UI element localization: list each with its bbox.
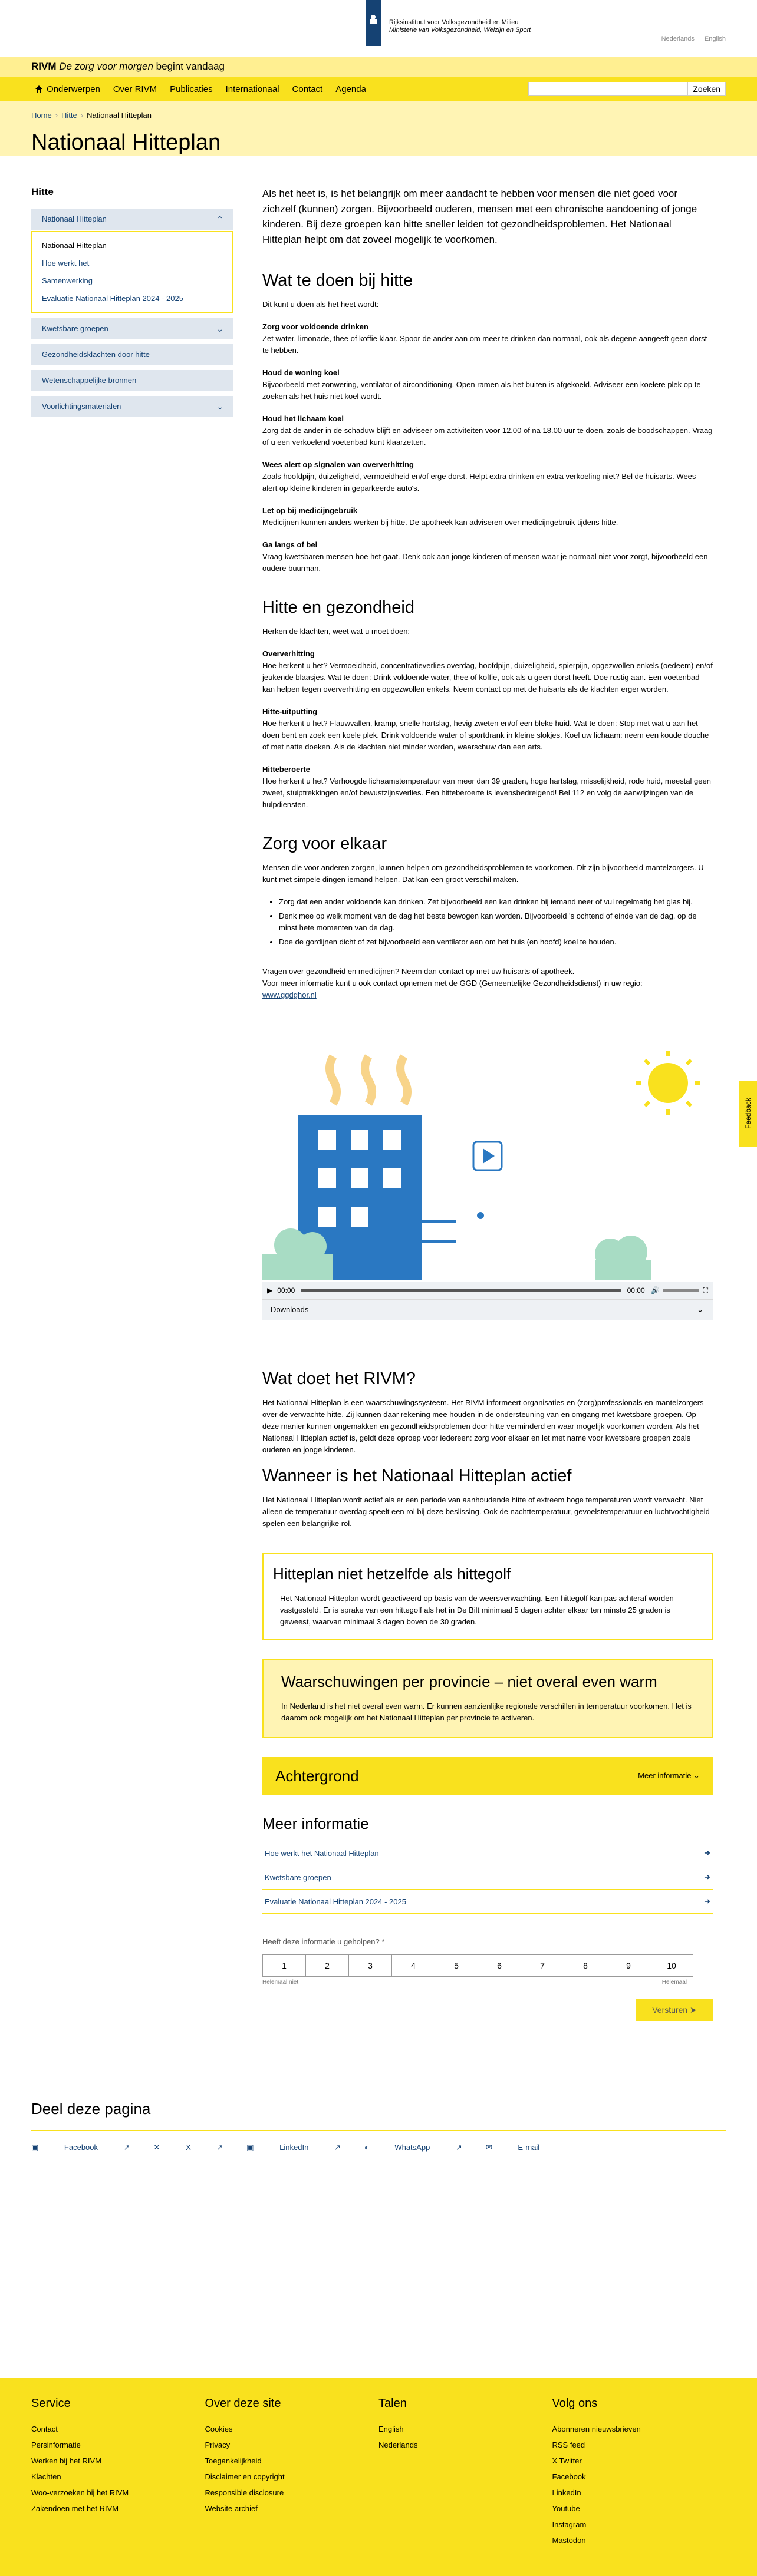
accordion-title: Achtergrond	[275, 1766, 359, 1785]
coat-of-arms-icon	[368, 13, 378, 26]
advice-heading: Ga langs of bel	[262, 540, 318, 549]
chevron-down-icon: ⌄	[693, 1771, 700, 1780]
lang-nl[interactable]: Nederlands	[661, 35, 695, 42]
advice-text: Zorg dat de ander in de schaduw blijft en adviseer om activiteiten voor 12.00 of na 18.00 uur te doen, zoals de boodschappen. Vraag of u een verkoelend voetenbad kunt klaarzetten.	[262, 426, 713, 447]
related-link[interactable]: Kwetsbare groepen ➜	[262, 1865, 713, 1890]
nav-contact[interactable]: Contact	[292, 84, 323, 94]
advice-heading: Wees alert op signalen van oververhitting	[262, 460, 414, 469]
volume-slider[interactable]	[663, 1289, 699, 1292]
section-intro: Herken de klachten, weet wat u moet doen:	[262, 627, 410, 636]
section-intro: Dit kunt u doen als het heet wordt:	[262, 300, 379, 309]
footer-link[interactable]: Responsible disclosure	[205, 2488, 284, 2497]
video-time-total: 00:00	[627, 1286, 645, 1294]
search-input[interactable]	[528, 82, 687, 96]
rating-scale	[262, 1954, 713, 1977]
rating-option[interactable]: 4	[391, 1954, 435, 1977]
rating-option[interactable]: 5	[435, 1954, 478, 1977]
sidebar-item-label: Voorlichtingsmaterialen	[42, 402, 121, 411]
rating-option[interactable]: 6	[478, 1954, 521, 1977]
share-title: Deel deze pagina	[31, 2100, 151, 2118]
sidebar	[31, 186, 233, 2034]
footer-heading: Over deze site	[205, 2397, 281, 2410]
section-text: Het Nationaal Hitteplan wordt actief als er een periode van aanhoudende hitte of extreem hoge temperaturen wordt verwacht. Niet alleen de temperatuur overdag speelt een rol bij deze beslissing. Ook de nachttemperatuur, gevoelstemperatuur en luchtvochtigheid spelen een belangrijke rol.	[262, 1495, 710, 1528]
footer-heading: Volg ons	[552, 2397, 598, 2410]
linkedin-icon: ▣	[246, 2143, 254, 2152]
footer	[0, 2378, 757, 2576]
footer-link[interactable]: RSS feed	[552, 2440, 585, 2449]
footer-link[interactable]: Disclaimer en copyright	[205, 2472, 285, 2481]
related-link[interactable]: Evaluatie Nationaal Hitteplan 2024 - 2025 ➜	[262, 1890, 713, 1914]
share-email[interactable]: ✉ E-mail	[485, 2143, 540, 2152]
video-progress-bar[interactable]	[301, 1289, 621, 1292]
list-item: • Doe de gordijnen dicht of zet bijvoorbeeld een ventilator aan om het huis (en hoofd) koel te houden.	[279, 936, 713, 948]
rating-option[interactable]: 3	[348, 1954, 392, 1977]
section-title-wat-te-doen: Wat te doen bij hitte	[262, 271, 413, 290]
footer-link[interactable]: Youtube	[552, 2504, 580, 2513]
video-illustration	[262, 1033, 713, 1280]
video-player[interactable]	[262, 1033, 713, 1299]
title-band	[0, 101, 757, 156]
footer-link[interactable]: Instagram	[552, 2520, 587, 2529]
care-tips-list	[262, 896, 713, 948]
share-whatsapp[interactable]: ◐ WhatsApp ↗	[364, 2143, 462, 2152]
symptom-heading: Hitteberoerte	[262, 765, 310, 774]
footer-link[interactable]: Abonneren nieuwsbrieven	[552, 2425, 641, 2433]
footer-link[interactable]: Klachten	[31, 2472, 61, 2481]
sidebar-item-label: Nationaal Hitteplan	[42, 214, 107, 223]
sidebar-sub-evaluatie[interactable]: Evaluatie Nationaal Hitteplan 2024 - 2025	[42, 294, 183, 303]
ggd-text: Voor meer informatie kunt u ook contact opnemen met de GGD (Gemeentelijke Gezondheidsdienst) in uw regio:	[262, 979, 643, 988]
accordion-achtergrond[interactable]	[262, 1757, 713, 1795]
rating-question: Heeft deze informatie u geholpen?	[262, 1937, 380, 1946]
slogan: De zorg voor morgen	[59, 61, 153, 72]
related-link[interactable]: Hoe werkt het Nationaal Hitteplan ➜	[262, 1841, 713, 1865]
rating-form: Heeft deze informatie u geholpen? * 1 2 3 4 5 6 7 8 9 10 Helemaal niet Helemaal Versturen ➤	[262, 1937, 713, 2034]
footer-link[interactable]: Website archief	[205, 2504, 258, 2513]
advice-list	[262, 321, 713, 574]
advice-heading: Houd het lichaam koel	[262, 414, 344, 423]
brand-name: RIVM	[31, 61, 57, 72]
sidebar-item-gezondheidsklachten[interactable]	[31, 344, 233, 365]
logo-org: Rijksinstituut voor Volksgezondheid en Milieu	[389, 19, 519, 26]
share-links	[31, 2130, 726, 2152]
section-title-zorg-voor-elkaar: Zorg voor elkaar	[262, 834, 387, 853]
mail-icon: ✉	[485, 2143, 492, 2152]
list-item: • Denk mee op welk moment van de dag het beste bewogen kan worden. Bijvoorbeeld 's ochtend of einde van de dag, op de minst hete momenten van de dag.	[279, 910, 713, 934]
downloads-toggle[interactable]	[262, 1299, 713, 1320]
footer-link[interactable]: Werken bij het RIVM	[31, 2456, 101, 2465]
rating-option[interactable]: 8	[564, 1954, 607, 1977]
advice-text: Zet water, limonade, thee of koffie klaar. Spoor de ander aan om meer te drinken dan normaal, ook als degene aangeeft geen dorst te hebben.	[262, 334, 707, 355]
rating-option[interactable]: 2	[305, 1954, 349, 1977]
sidebar-sub-nationaal-hitteplan[interactable]: Nationaal Hitteplan	[42, 241, 107, 250]
lang-en[interactable]: English	[704, 35, 726, 42]
share-section	[31, 2100, 726, 2152]
footer-link[interactable]: Toegankelijkheid	[205, 2456, 262, 2465]
nav-over-rivm[interactable]: Over RIVM	[113, 84, 157, 94]
sidebar-item-nationaal-hitteplan[interactable]	[31, 209, 233, 230]
info-box-hittegolf	[262, 1553, 713, 1640]
main-content	[262, 186, 713, 2034]
chevron-down-icon: ⌄	[216, 324, 223, 333]
advice-text: Zoals hoofdpijn, duizeligheid, vermoeidheid en/of erge dorst. Helpt extra drinken en extra verkoeling niet? Bel de huisarts. Wees alert op kleine kinderen in geparkeerde auto's.	[262, 472, 696, 493]
sidebar-sub-samenwerking[interactable]: Samenwerking	[42, 276, 93, 285]
breadcrumb: Home › Hitte › Nationaal Hitteplan	[31, 111, 152, 120]
rating-option[interactable]: 1	[262, 1954, 306, 1977]
sidebar-submenu	[31, 231, 233, 313]
section-title-wat-doet-rivm: Wat doet het RIVM?	[262, 1369, 416, 1388]
footer-link[interactable]: Nederlands	[378, 2440, 418, 2449]
symptom-heading: Oververhitting	[262, 649, 315, 658]
ggd-link[interactable]: www.ggdghor.nl	[262, 990, 317, 999]
share-linkedin[interactable]: ▣ LinkedIn ↗	[246, 2143, 341, 2152]
rating-option[interactable]: 10	[650, 1954, 693, 1977]
footer-col-service	[31, 2397, 205, 2548]
footer-link[interactable]: Privacy	[205, 2440, 231, 2449]
sidebar-sub-hoe-werkt-het[interactable]: Hoe werkt het	[42, 259, 90, 267]
footer-col-over	[205, 2397, 379, 2548]
submit-button[interactable]: Versturen ➤	[636, 1999, 713, 2021]
crumb-current: Nationaal Hitteplan	[87, 111, 152, 120]
footer-link[interactable]: Cookies	[205, 2425, 233, 2433]
section-text: Het Nationaal Hitteplan is een waarschuwingssysteem. Het RIVM informeert organisaties en (zorg)professionals en mantelzorgers over de verwachte hitte. Zij kunnen daar rekening mee houden in de ondersteuning van en omgang met kwetsbare groepen. Op deze manier kunnen ongemakken en gezondheidsproblemen door hitte verminderd en waar mogelijk voorkomen worden. Als het Nationaal Hitteplan actief is, geldt deze oproep voor iedereen: zorg voor elkaar en let met name voor kwetsbare groepen zoals ouderen en jonge kinderen.	[262, 1398, 704, 1454]
symptom-text: Hoe herkent u het? Vermoeidheid, concentratieverlies overdag, hoofdpijn, duizeligheid, spierpijn, opgezwollen enkels (oedeem) en/of jeukende blaasjes. Wat te doen: Drink voldoende water, thee of koffie, ook als u geen dorst heeft. Doe rustig aan. Een voetenbad kan helpen tegen oververhitting en opgezwollen enkels. Neem contact op met de huisarts als de klachten erger worden.	[262, 661, 713, 693]
search-button[interactable]: Zoeken	[687, 82, 726, 96]
rating-low-label: Helemaal niet	[262, 1979, 299, 1986]
video-controls	[262, 1282, 713, 1299]
share-facebook[interactable]: ▣ Facebook ↗	[31, 2143, 130, 2152]
chevron-down-icon: ⌄	[697, 1305, 703, 1314]
logo-text	[389, 19, 531, 34]
rating-high-label: Helemaal	[661, 1979, 687, 1986]
crumb-home[interactable]: Home	[31, 111, 52, 120]
footer-heading: Talen	[378, 2397, 407, 2410]
section-title-meer-informatie: Meer informatie	[262, 1815, 369, 1832]
sidebar-item-label: Wetenschappelijke bronnen	[42, 376, 137, 385]
advice-text: Medicijnen kunnen anders werken bij hitte. De apotheek kan adviseren over medicijngebruik tijdens hitte.	[262, 518, 618, 527]
crumb-hitte[interactable]: Hitte	[61, 111, 77, 120]
footer-link[interactable]: LinkedIn	[552, 2488, 581, 2497]
search-form	[528, 82, 726, 96]
advice-heading: Let op bij medicijngebruik	[262, 506, 358, 515]
play-icon[interactable]: ▶	[267, 1286, 273, 1294]
downloads-label: Downloads	[271, 1305, 309, 1314]
section-title-wanneer-actief: Wanneer is het Nationaal Hitteplan actief	[262, 1467, 572, 1485]
info-box-provincie	[262, 1659, 713, 1738]
footer-heading: Service	[31, 2397, 71, 2410]
footer-link[interactable]: English	[378, 2425, 404, 2433]
footer-link[interactable]: Mastodon	[552, 2536, 586, 2545]
sidebar-item-label: Kwetsbare groepen	[42, 324, 108, 333]
advice-heading: Houd de woning koel	[262, 368, 340, 377]
rating-option[interactable]: 9	[607, 1954, 650, 1977]
video-time-current: 00:00	[277, 1286, 295, 1294]
chevron-down-icon: ⌄	[216, 402, 223, 411]
sidebar-item-bronnen[interactable]	[31, 370, 233, 391]
advice-heading: Zorg voor voldoende drinken	[262, 322, 368, 331]
symptom-text: Hoe herkent u het? Verhoogde lichaamstemperatuur van meer dan 39 graden, hoge hartslag, misselijkheid, rode huid, meestal geen zweet, stuiptrekkingen en/of bewustzijnsverlies. Een hitteberoerte is levensbedreigend! Bel 112 en volg de aanwijzingen van de hulpdiensten.	[262, 777, 711, 809]
info-box-text: Het Nationaal Hitteplan wordt geactiveerd op basis van de weersverwachting. Een hittegolf kan pas achteraf worden vastgesteld. Er is sprake van een hittegolf als het in De Bilt minimaal 5 dagen achter elkaar ten minste 25 graden is geweest, waarvan minimaal 3 dagen boven de 30 graden.	[280, 1594, 674, 1626]
list-item: • Zorg dat een ander voldoende kan drinken. Zet bijvoorbeeld een kan drinken bij iemand neer of vul regelmatig het glas bij.	[279, 896, 713, 908]
advice-text: Vraag kwetsbaren mensen hoe het gaat. Denk ook aan jonge kinderen of mensen waar je normaal niet voor zorgt, bijvoorbeeld een oudere buurman.	[262, 552, 708, 573]
footer-link[interactable]: Zakendoen met het RIVM	[31, 2504, 119, 2513]
footer-link[interactable]: Contact	[31, 2425, 58, 2433]
fullscreen-icon[interactable]: ⛶	[703, 1286, 708, 1294]
arrow-right-icon: ➜	[704, 1897, 710, 1905]
sidebar-heading: Hitte	[31, 186, 54, 197]
nav-internationaal[interactable]: Internationaal	[225, 84, 279, 94]
main-nav	[0, 77, 757, 101]
info-box-text: In Nederland is het niet overal even warm. Er kunnen aanzienlijke regionale verschillen in temperatuur voorkomen. Het is daarom ook mogelijk om het Nationaal Hitteplan per provincie te activeren.	[281, 1702, 692, 1722]
tagline-bar	[0, 57, 757, 77]
lead-text: Als het heet is, is het belangrijk om meer aandacht te hebben voor mensen die niet goed voor zichzelf (kunnen) zorgen. Bijvoorbeeld ouderen, mensen met een chronische aandoening of jonge kinderen. Bij deze groepen kan hitte sneller leiden tot gezondheidsproblemen. Het Nationaal Hitteplan helpt om dat zoveel mogelijk te voorkomen.	[262, 188, 697, 245]
nav-publicaties[interactable]: Publicaties	[170, 84, 213, 94]
sidebar-item-voorlichtingsmaterialen[interactable]	[31, 396, 233, 417]
page-title: Nationaal Hitteplan	[31, 130, 221, 155]
logo-ministry: Ministerie van Volksgezondheid, Welzijn en Sport	[389, 27, 531, 34]
symptom-heading: Hitte-uitputting	[262, 707, 318, 716]
footer-col-talen	[378, 2397, 552, 2548]
arrow-right-icon: ➜	[704, 1848, 710, 1857]
related-links	[262, 1841, 713, 1914]
section-intro: Mensen die voor anderen zorgen, kunnen helpen om gezondheidsproblemen te voorkomen. Dit zijn bijvoorbeeld mantelzorgers. U kunt met simpele dingen iemand helpen. Dat kan een groot verschil maken.	[262, 863, 704, 884]
arrow-right-icon: ➜	[704, 1872, 710, 1881]
nav-agenda[interactable]: Agenda	[335, 84, 366, 94]
section-title-hitte-en-gezondheid: Hitte en gezondheid	[262, 598, 414, 617]
rating-option[interactable]: 7	[521, 1954, 564, 1977]
contact-text: Vragen over gezondheid en medicijnen? Neem dan contact op met uw huisarts of apotheek.	[262, 967, 575, 976]
slogan-rest: begint vandaag	[156, 61, 225, 72]
chevron-up-icon: ⌃	[216, 214, 223, 224]
symptom-text: Hoe herkent u het? Flauwvallen, kramp, snelle hartslag, hevig zweten en/of een bleke huid. Wat te doen: Stop met wat u aan het doen bent en zoek een koele plek. Drink voldoende water of sportdrank in kleine slokjes. Koel uw lichaam: neem een koude douche of met natte doeken. Als de klachten niet minder worden, waarschuw dan een arts.	[262, 719, 709, 751]
facebook-icon: ▣	[31, 2143, 39, 2152]
home-icon[interactable]	[31, 77, 47, 101]
footer-link[interactable]: Facebook	[552, 2472, 586, 2481]
header-logo-bar	[0, 0, 757, 57]
share-x[interactable]: ✕ X ↗	[153, 2143, 223, 2152]
sidebar-item-kwetsbare-groepen[interactable]	[31, 318, 233, 339]
footer-col-volg	[552, 2397, 726, 2548]
send-icon: ➤	[690, 2005, 697, 2014]
advice-text: Bijvoorbeeld met zonwering, ventilator of airconditioning. Open ramen als het buiten is afgekoeld. Adviseer een koelere plek op te zoeken als het huis niet koel wordt.	[262, 380, 701, 401]
info-box-title: Hitteplan niet hetzelfde als hittegolf	[273, 1565, 511, 1583]
logo[interactable]	[366, 0, 381, 46]
info-box-title: Waarschuwingen per provincie – niet overal even warm	[281, 1673, 657, 1690]
nav-onderwerpen[interactable]: Onderwerpen	[47, 84, 100, 94]
sidebar-item-label: Gezondheidsklachten door hitte	[42, 350, 150, 359]
footer-link[interactable]: X Twitter	[552, 2456, 582, 2465]
volume-icon[interactable]: 🔊	[650, 1286, 660, 1294]
x-icon: ✕	[153, 2143, 160, 2152]
footer-link[interactable]: Persinformatie	[31, 2440, 81, 2449]
whatsapp-icon: ◐	[364, 2143, 369, 2152]
language-switch	[653, 35, 726, 42]
feedback-tab[interactable]: Feedback	[739, 1081, 757, 1147]
footer-link[interactable]: Woo-verzoeken bij het RIVM	[31, 2488, 129, 2497]
accordion-more: Meer informatie ⌄	[638, 1771, 700, 1780]
